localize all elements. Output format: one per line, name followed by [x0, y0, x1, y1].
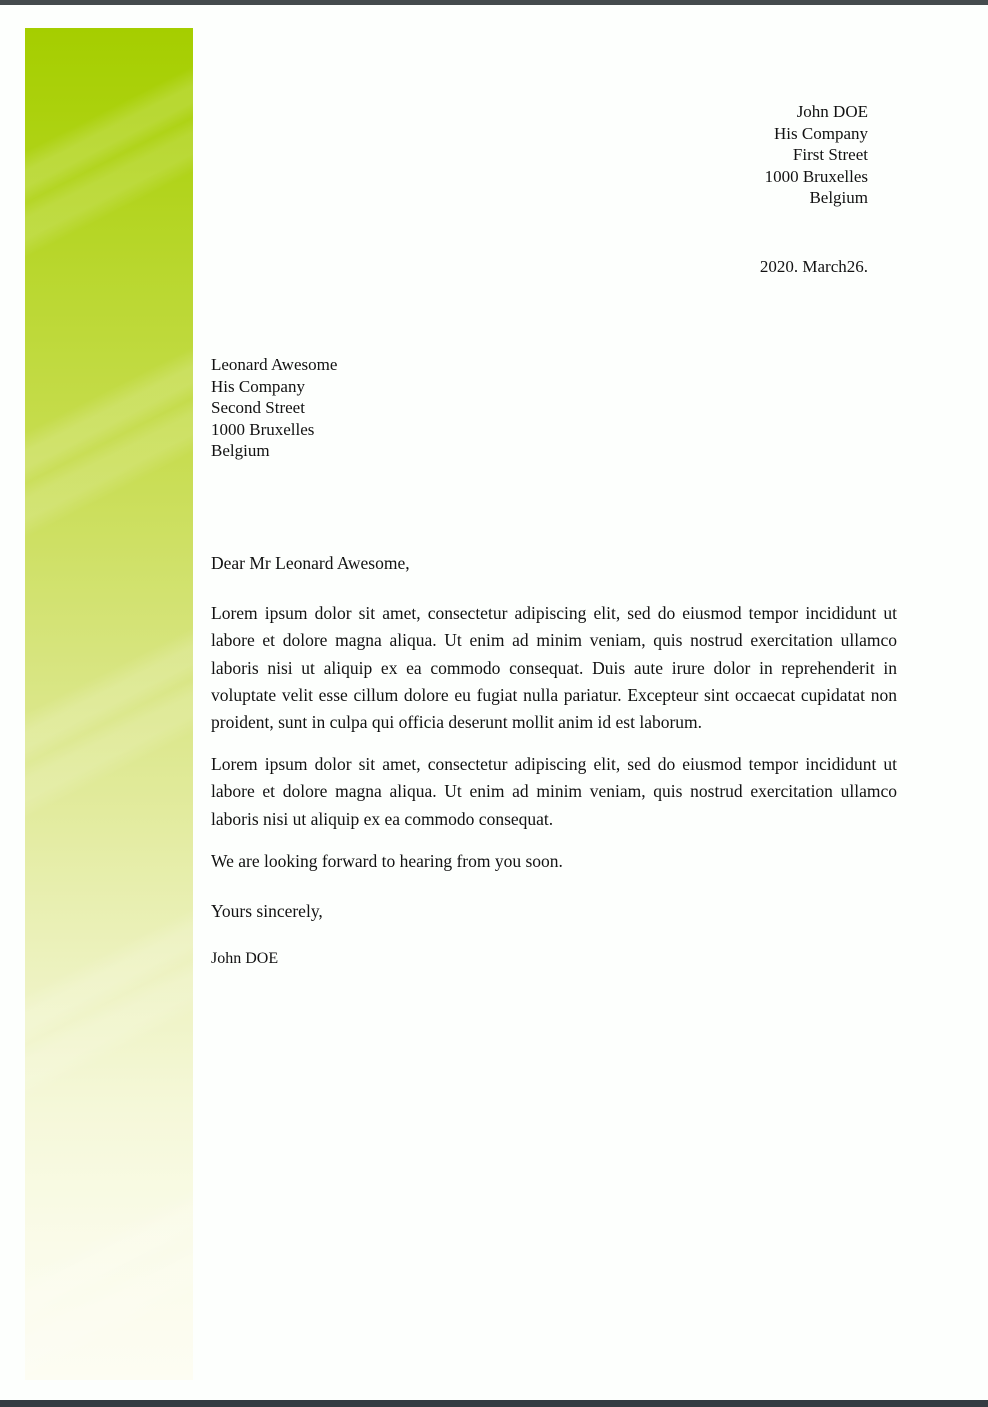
decorative-gradient-bar — [25, 28, 193, 1380]
recipient-company: His Company — [211, 376, 305, 396]
sender-name: John DOE — [796, 102, 868, 121]
closing-line: We are looking forward to hearing from you soon. — [211, 851, 563, 871]
sender-city: 1000 Bruxelles — [764, 166, 868, 186]
sender-address-block — [765, 101, 868, 209]
recipient-country: Belgium — [211, 441, 270, 460]
page-top-border — [0, 0, 988, 5]
sender-company: His Company — [774, 123, 868, 143]
sender-street: First Street — [792, 145, 868, 164]
recipient-address-block — [211, 354, 337, 462]
recipient-name: Leonard Awesome — [211, 355, 338, 374]
valediction: Yours sincerely, — [211, 901, 323, 921]
recipient-street: Second Street — [211, 398, 305, 417]
page-bottom-border — [0, 1400, 988, 1407]
body-paragraph-1: Lorem ipsum dolor sit amet, consectetur adipiscing elit, sed do eiusmod tempor incididunt ut labore et dolore magna aliqua. Ut enim ad minim veniam, quis nostrud exercitation ullamco laboris nisi ut aliquip ex ea commodo consequat. Duis aute irure dolor in reprehenderit in voluptate velit esse cillum dolore eu fugiat nulla pariatur. Excepteur sint occaecat cupidatat non proident, sunt in culpa qui officia deserunt mollit anim id est laborum. — [211, 603, 897, 733]
body-paragraph-2: Lorem ipsum dolor sit amet, consectetur adipiscing elit, sed do eiusmod tempor incididunt ut labore et dolore magna aliqua. Ut enim ad minim veniam, quis nostrud exercitation ullamco laboris nisi ut aliquip ex ea commodo consequat. — [211, 754, 897, 829]
salutation: Dear Mr Leonard Awesome, — [211, 553, 410, 573]
letter-date: 2020. March26. — [759, 257, 868, 276]
signature-name: John DOE — [211, 950, 279, 967]
sender-country: Belgium — [809, 188, 868, 207]
recipient-city: 1000 Bruxelles — [211, 419, 315, 439]
